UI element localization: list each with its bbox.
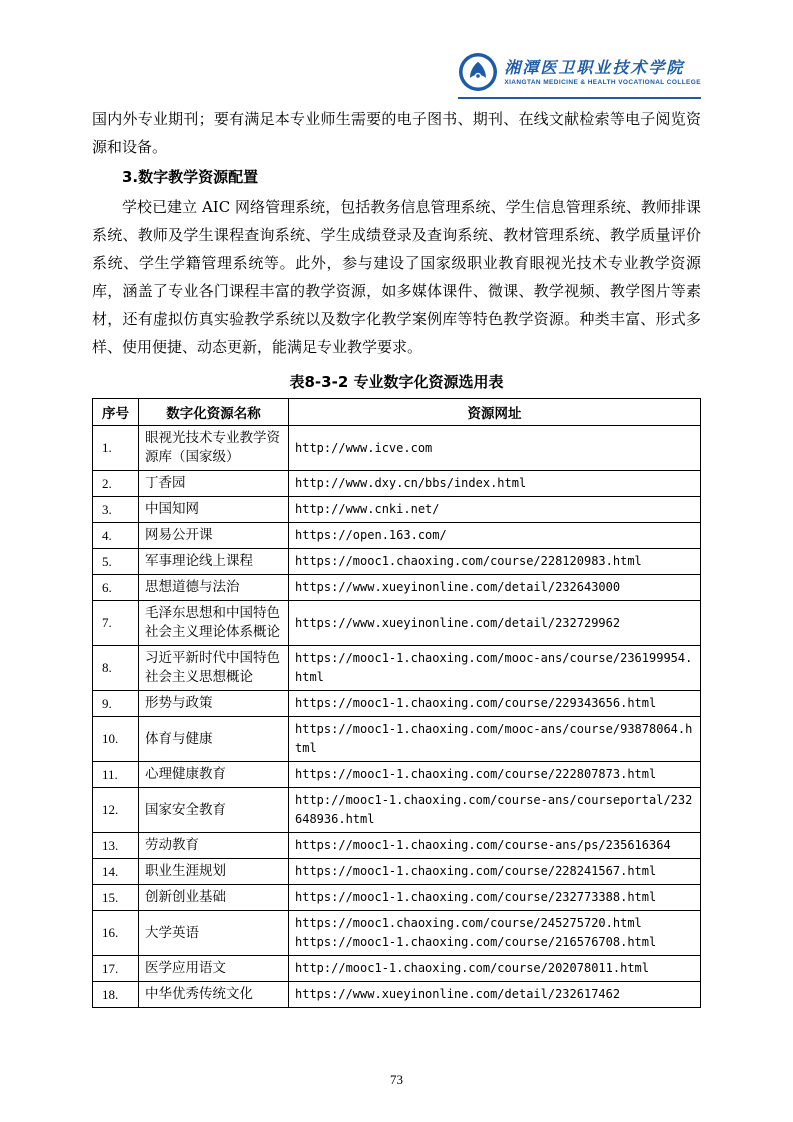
- cell-row-number: 3.: [93, 497, 139, 523]
- cell-resource-name: 军事理论线上课程: [139, 549, 289, 575]
- resource-url-text: https://mooc1.chaoxing.com/course/245275720.html: [295, 916, 642, 930]
- cell-resource-url: [289, 956, 701, 982]
- table-header-row: [93, 399, 701, 426]
- cell-resource-name: 体育与健康: [139, 717, 289, 762]
- cell-resource-url: [289, 717, 701, 762]
- cell-resource-url: [289, 911, 701, 956]
- table-row: [93, 497, 701, 523]
- resource-url-text: https://mooc1.chaoxing.com/course/228120983.html: [295, 554, 642, 568]
- cell-resource-url: [289, 859, 701, 885]
- cell-resource-url: [289, 471, 701, 497]
- cell-resource-name: 大学英语: [139, 911, 289, 956]
- cell-resource-url: [289, 885, 701, 911]
- cell-resource-url: [289, 691, 701, 717]
- table-row: [93, 911, 701, 956]
- header-cell-name: 数字化资源名称: [139, 399, 289, 426]
- cell-row-number: 13.: [93, 833, 139, 859]
- cell-resource-url: [289, 426, 701, 471]
- cell-resource-name: 心理健康教育: [139, 762, 289, 788]
- header-cell-no: 序号: [93, 399, 139, 426]
- cell-row-number: 1.: [93, 426, 139, 471]
- cell-resource-name: 劳动教育: [139, 833, 289, 859]
- resource-url-text: https://www.xueyinonline.com/detail/232643000: [295, 580, 621, 594]
- college-logo: [458, 52, 701, 99]
- table-row: [93, 859, 701, 885]
- resource-url-text: https://mooc1-1.chaoxing.com/mooc-ans/course/93878064.html: [295, 722, 693, 755]
- table-row: [93, 833, 701, 859]
- cell-row-number: 17.: [93, 956, 139, 982]
- resource-url-text: https://open.163.com/: [295, 528, 447, 542]
- college-logo-text: [504, 58, 701, 87]
- cell-row-number: 12.: [93, 788, 139, 833]
- main-paragraph: 学校已建立 AIC 网络管理系统，包括教务信息管理系统、学生信息管理系统、教师排课系统、教师及学生课程查询系统、学生成绩登录及查询系统、教材管理系统、教学质量评价系统、学生学籍管理系统等。此外，参与建设了国家级职业教育眼视光技术专业教学资源库，涵盖了专业各门课程丰富的教学资源，如多媒体课件、微课、教学视频、教学图片等素材，还有虚拟仿真实验教学系统以及数字化教学案例库等特色教学资源。种类丰富、形式多样、使用便捷、动态更新，能满足专业教学要求。: [92, 198, 701, 356]
- cell-resource-name: 国家安全教育: [139, 788, 289, 833]
- cell-row-number: 9.: [93, 691, 139, 717]
- table-row: [93, 717, 701, 762]
- cell-row-number: 14.: [93, 859, 139, 885]
- cell-resource-name: 丁香园: [139, 471, 289, 497]
- table-row: [93, 691, 701, 717]
- cell-resource-name: 创新创业基础: [139, 885, 289, 911]
- cell-resource-url: [289, 982, 701, 1008]
- resource-table-body: [93, 426, 701, 1008]
- cell-resource-url: [289, 575, 701, 601]
- table-row: [93, 762, 701, 788]
- page-header: [92, 52, 701, 99]
- table-row: [93, 575, 701, 601]
- cell-row-number: 15.: [93, 885, 139, 911]
- cell-resource-url: [289, 549, 701, 575]
- resource-url-text: https://mooc1-1.chaoxing.com/course/229343656.html: [295, 696, 657, 710]
- cell-resource-name: 中国知网: [139, 497, 289, 523]
- resource-url-text: https://mooc1-1.chaoxing.com/course-ans/ps/235616364: [295, 838, 671, 852]
- cell-resource-url: [289, 497, 701, 523]
- cell-resource-name: 形势与政策: [139, 691, 289, 717]
- resource-url-text: http://www.dxy.cn/bbs/index.html: [295, 476, 527, 490]
- cell-resource-name: 眼视光技术专业教学资源库（国家级）: [139, 426, 289, 471]
- cell-row-number: 8.: [93, 646, 139, 691]
- intro-paragraph: 国内外专业期刊；要有满足本专业师生需要的电子图书、期刊、在线文献检索等电子阅览资源和设备。: [92, 110, 701, 156]
- cell-row-number: 5.: [93, 549, 139, 575]
- resource-url-text: https://mooc1-1.chaoxing.com/mooc-ans/course/236199954.html: [295, 651, 693, 684]
- cell-resource-name: 中华优秀传统文化: [139, 982, 289, 1008]
- resource-url-text: https://mooc1-1.chaoxing.com/course/216576708.html: [295, 935, 657, 949]
- header-cell-url: 资源网址: [289, 399, 701, 426]
- cell-resource-name: 职业生涯规划: [139, 859, 289, 885]
- table-row: [93, 471, 701, 497]
- cell-row-number: 6.: [93, 575, 139, 601]
- cell-resource-name: 医学应用语文: [139, 956, 289, 982]
- resource-url-text: https://mooc1-1.chaoxing.com/course/222807873.html: [295, 767, 657, 781]
- cell-row-number: 11.: [93, 762, 139, 788]
- resource-url-text: https://www.xueyinonline.com/detail/232729962: [295, 615, 621, 630]
- resource-url-text: http://mooc1-1.chaoxing.com/course-ans/courseportal/232648936.html: [295, 793, 693, 826]
- college-emblem-icon: [458, 52, 498, 92]
- body-text: [92, 105, 701, 361]
- resource-url-text: http://www.icve.com: [295, 440, 433, 455]
- table-row: [93, 646, 701, 691]
- cell-resource-url: [289, 601, 701, 646]
- table-title: 表8-3-2 专业数字化资源选用表: [289, 373, 504, 391]
- cell-row-number: 10.: [93, 717, 139, 762]
- page-number: 73: [390, 1072, 403, 1087]
- table-row: [93, 523, 701, 549]
- cell-resource-url: [289, 833, 701, 859]
- cell-resource-name: 网易公开课: [139, 523, 289, 549]
- resource-url-text: https://mooc1-1.chaoxing.com/course/232773388.html: [295, 890, 657, 904]
- cell-row-number: 7.: [93, 601, 139, 646]
- resource-table: [92, 398, 701, 1008]
- college-name-en: XIANGTAN MEDICINE & HEALTH VOCATIONAL COLLEGE: [504, 78, 701, 86]
- cell-row-number: 4.: [93, 523, 139, 549]
- cell-resource-url: [289, 646, 701, 691]
- table-row: [93, 956, 701, 982]
- cell-resource-name: 习近平新时代中国特色社会主义思想概论: [139, 646, 289, 691]
- cell-resource-name: 思想道德与法治: [139, 575, 289, 601]
- cell-resource-url: [289, 788, 701, 833]
- college-name-cn: 湘潭医卫职业技术学院: [504, 57, 685, 77]
- cell-resource-name: 毛泽东思想和中国特色社会主义理论体系概论: [139, 601, 289, 646]
- table-row: [93, 549, 701, 575]
- resource-url-text: https://mooc1-1.chaoxing.com/course/228241567.html: [295, 864, 657, 878]
- table-row: [93, 885, 701, 911]
- table-row: [93, 788, 701, 833]
- section-heading: 3.数字教学资源配置: [122, 168, 259, 186]
- cell-resource-url: [289, 762, 701, 788]
- cell-resource-url: [289, 523, 701, 549]
- resource-url-text: http://www.cnki.net/: [295, 502, 440, 516]
- cell-row-number: 2.: [93, 471, 139, 497]
- resource-url-text: https://www.xueyinonline.com/detail/232617462: [295, 987, 621, 1001]
- table-row: [93, 601, 701, 646]
- cell-row-number: 16.: [93, 911, 139, 956]
- resource-url-text: http://mooc1-1.chaoxing.com/course/202078011.html: [295, 961, 650, 975]
- table-row: [93, 982, 701, 1008]
- cell-row-number: 18.: [93, 982, 139, 1008]
- table-row: [93, 426, 701, 471]
